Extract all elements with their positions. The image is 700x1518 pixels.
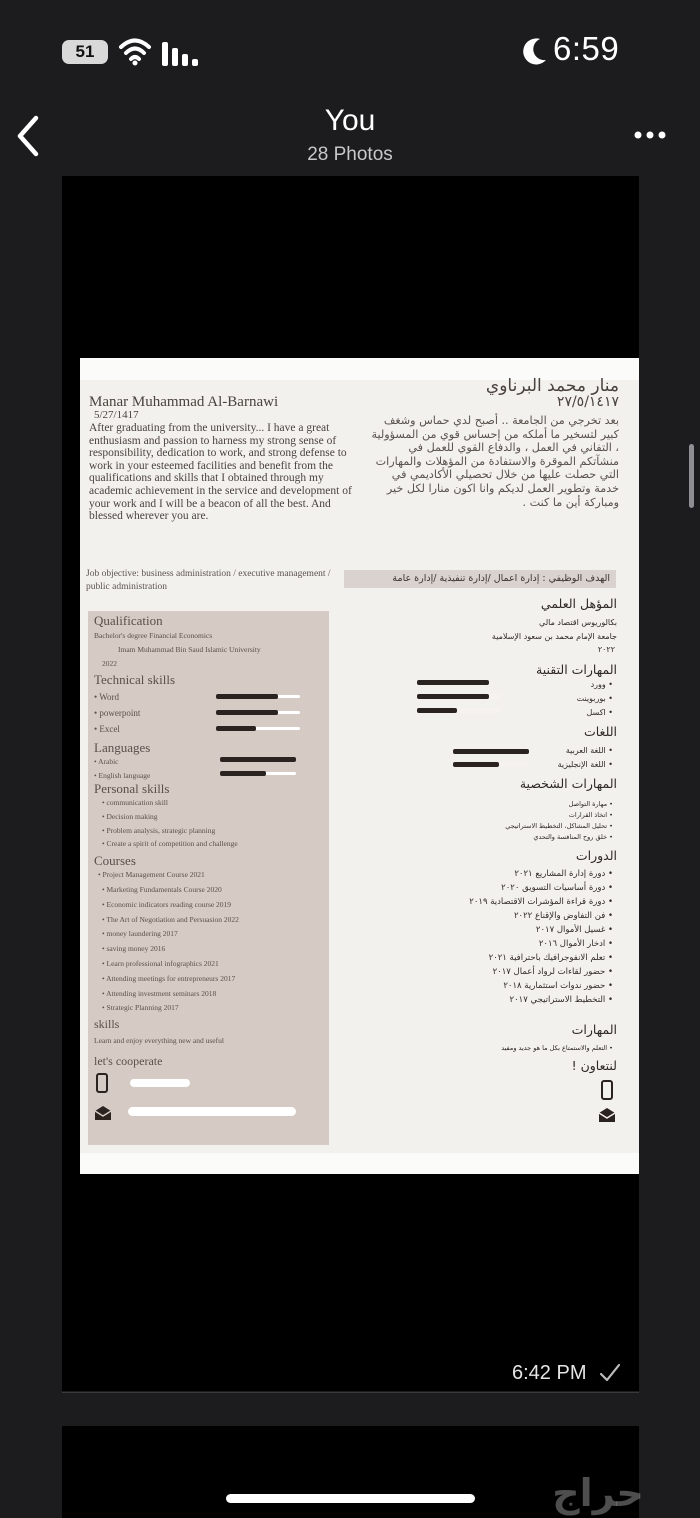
phone-icon bbox=[601, 1080, 613, 1100]
skill-bar-powerpoint bbox=[216, 710, 278, 715]
personal-skill-item-arabic: تحليل المشاكل، التخطيط الاستراتيجي bbox=[505, 822, 608, 830]
language-bar-english bbox=[220, 771, 266, 776]
job-objective-english: Job objective: business administration / executive management / public administration bbox=[86, 569, 331, 592]
personal-skill-item-arabic: اتخاذ القرارات bbox=[568, 811, 608, 819]
image-bottom-strip bbox=[80, 1153, 639, 1174]
course-item-arabic: حضور لقاءات لرواد أعمال ٢٠١٧ bbox=[492, 967, 606, 977]
language-item: Arabic bbox=[98, 757, 119, 766]
home-indicator[interactable] bbox=[226, 1494, 475, 1503]
skill-bar-excel bbox=[216, 726, 256, 731]
course-item-arabic: فن التفاوض والإقناع ٢٠٢٢ bbox=[513, 911, 606, 921]
personal-skill-item: communication skill bbox=[106, 798, 168, 807]
course-item: money laundering 2017 bbox=[106, 929, 178, 938]
course-item-arabic: ادخار الأموال ٢٠١٦ bbox=[538, 939, 606, 949]
resume-name-english: Manar Muhammad Al-Barnawi bbox=[89, 394, 279, 410]
resume-image[interactable]: Manar Muhammad Al-Barnawi 5/27/1417 After graduating from the university... I have a great enthusiasm and passion to harness my strong sense of responsibility, dedication to work, and strong defense to work in your esteemed facilities and benefit from the qualifications and skills that I obtained through my academic achievement in the service and development of your work and I will be a beacon of all the best. And blessed wherever you are. منار محمد البرناوي ٢٧/٥/١٤١٧ بعد تخرجي من الجامعة .. أصبح لدي حماس وشغف كبير لتسخير ما أملكه من إحساس قوي من المسؤولية ، التفاني في العمل ، والدفاع القوي للعمل في منشآتكم الموقرة والاستفادة من المؤهلات والمهارات التي حصلت عليها من خلال تحصيلي الأكاديمي في خدمة وتطوير العمل لديكم وانا اكون منارا لكل خير ومباركة أين ما كنت . Job objective: business administration / executive management / public administration الهدف الوظيفي : إدارة اعمال /إدارة تنفيذية /إدارة عامة Qualification Bachelor's degree Financial Economics Imam Muhammad Bin Saud Islamic University 2022 Technical skills • Word • powerpoint • Excel Languages • Arabic • English language Personal skills • communication skill • Decision making • Problem analysis, strategic planning • Create a spirit of competition and challenge Courses • Project Management Course 2021 • Marketing Fundamentals Course 2020 • Economic indicators reading course 2019 • The Art of Negotiation and Persuasion 2022 • money laundering 2017 • saving money 2016 • Learn professional infographics 2021 • Attending meetings for entrepreneurs 2017 • Attending investment seminars 2018 • Strategic Planning 2017 skills Learn and enjoy everything new and useful let's cooperate المؤهل العلمي بكالوريوس اقتصاد مالي جامعة الإمام محمد بن سعود الإسلامية ٢٠٢٢ المهارات التقنية • وورد • بوربوينت • اكسل اللغات • اللغة العربية • اللغة الإنجليزية المهارات الشخصية • مهارة التواصل • اتخاذ القرارات • تحليل المشاكل، التخطيط الاستراتيجي • خلق روح المنافسة والتحدي الدورات • دورة إدارة المشاريع ٢٠٢١ • دورة أساسيات التسويق ٢٠٢٠ • دورة قراءة المؤشرات الاقتصادية ٢٠١٩ • فن التفاوض والإقناع ٢٠٢٢ • غسيل الأموال ٢٠١٧ • ادخار الأموال ٢٠١٦ • تعلم الانفوجرافيك باحترافية ٢٠٢١ • حضور لقاءات لرواد أعمال ٢٠١٧ • حضور ندوات استثمارية ٢٠١٨ • التخطيط الاستراتيجي ٢٠١٧ المهارات • التعلم والاستمتاع بكل ما هو جديد ومفيد لنتعاون ! bbox=[80, 358, 639, 1174]
mail-icon bbox=[598, 1107, 616, 1123]
course-item: Economic indicators reading course 2019 bbox=[106, 900, 232, 909]
status-time: 6:59 bbox=[553, 30, 620, 67]
course-item: Attending meetings for entrepreneurs 2017 bbox=[106, 974, 236, 983]
language-bar-arabic-ar bbox=[453, 749, 529, 754]
job-objective-arabic: الهدف الوظيفي : إدارة اعمال /إدارة تنفيذية /إدارة عامة bbox=[344, 570, 616, 588]
personal-skills-heading: Personal skills bbox=[94, 781, 170, 796]
resume-summary-arabic: بعد تخرجي من الجامعة .. أصبح لدي حماس وشغف كبير لتسخير ما أملكه من إحساس قوي من المسؤولية ، التفاني في العمل ، والدفاع القوي للعمل في منشآتكم الموقرة والاستفادة من المؤهلات والمهارات التي حصلت عليها من خلال تحصيلي الأكاديمي في خدمة وتطوير العمل لديكم وانا اكون منارا لكل خير ومباركة أين ما كنت . bbox=[371, 414, 619, 509]
skill-bar-word bbox=[216, 694, 278, 699]
redacted-email bbox=[128, 1107, 296, 1116]
language-item-arabic: اللغة الإنجليزية bbox=[557, 760, 606, 769]
personal-skill-item-arabic: مهارة التواصل bbox=[568, 800, 608, 808]
resume-date-arabic: ٢٧/٥/١٤١٧ bbox=[556, 394, 619, 410]
skill-bar-excel-arabic bbox=[417, 708, 457, 713]
photo-count: 28 Photos bbox=[307, 144, 393, 165]
course-item: Marketing Fundamentals Course 2020 bbox=[106, 885, 222, 894]
personal-skills-heading-arabic: المهارات الشخصية bbox=[519, 776, 617, 791]
mail-icon bbox=[94, 1105, 112, 1121]
courses-heading-arabic: الدورات bbox=[575, 848, 617, 863]
technical-skills-heading-arabic: المهارات التقنية bbox=[536, 662, 617, 677]
redacted-phone bbox=[130, 1079, 190, 1087]
qualification-line: Bachelor's degree Financial Economics bbox=[94, 631, 213, 640]
technical-skills-heading: Technical skills bbox=[94, 672, 176, 687]
svg-text:حراج: حراج bbox=[552, 1471, 644, 1515]
language-item: English language bbox=[98, 771, 151, 780]
skill-bar-word-arabic bbox=[417, 680, 489, 685]
message-timestamp: 6:42 PM bbox=[512, 1362, 587, 1384]
skills-text-arabic: التعلم والاستمتاع بكل ما هو جديد ومفيد bbox=[501, 1044, 608, 1052]
technical-skill-item: • Word bbox=[94, 692, 120, 702]
status-bar bbox=[0, 0, 700, 100]
cellular-signal-icon bbox=[162, 40, 200, 66]
skills-text: Learn and enjoy everything new and useful bbox=[94, 1036, 224, 1045]
course-item-arabic: دورة إدارة المشاريع ٢٠٢١ bbox=[514, 869, 606, 879]
technical-skill-item: • Excel bbox=[94, 724, 120, 734]
more-options-icon[interactable] bbox=[634, 130, 666, 140]
skill-bar-powerpoint-arabic bbox=[417, 694, 489, 699]
read-checkmark-icon bbox=[598, 1362, 622, 1384]
courses-heading: Courses bbox=[94, 853, 136, 868]
language-bar-arabic bbox=[220, 757, 296, 762]
qualification-line-arabic: جامعة الإمام محمد بن سعود الإسلامية bbox=[491, 632, 617, 641]
chat-title: You bbox=[324, 104, 376, 137]
phone-icon bbox=[96, 1073, 108, 1093]
personal-skill-item: Problem analysis, strategic planning bbox=[106, 826, 216, 835]
technical-skill-item-arabic: بوربوينت bbox=[576, 694, 606, 703]
course-item: The Art of Negotiation and Persuasion 2022 bbox=[106, 915, 239, 924]
technical-skill-item: • powerpoint bbox=[94, 708, 141, 718]
personal-skill-item: Create a spirit of competition and challenge bbox=[106, 839, 238, 848]
course-item-arabic: حضور ندوات استثمارية ٢٠١٨ bbox=[503, 981, 606, 991]
english-sidebar-panel: Qualification Bachelor's degree Financial Economics Imam Muhammad Bin Saud Islamic University 2022 Technical skills • Word • powerpoint • Excel Languages • Arabic • English language Personal skills • communication skill • Decision making • Problem analysis, strategic planning • Create a spirit of competition and challenge Courses • Project Management Course 2021 • Marketing Fundamentals Course 2020 • Economic indicators reading course 2019 • The Art of Negotiation and Persuasion 2022 • money laundering 2017 • saving money 2016 • Learn professional infographics 2021 • Attending meetings for entrepreneurs 2017 • Attending investment seminars 2018 • Strategic Planning 2017 skills Learn and enjoy everything new and useful let's cooperate bbox=[88, 611, 329, 1145]
resume-name-arabic: منار محمد البرناوي bbox=[485, 376, 619, 396]
battery-indicator: 51 bbox=[62, 40, 108, 64]
wifi-icon bbox=[118, 36, 152, 66]
qualification-heading: Qualification bbox=[94, 613, 163, 628]
language-item-arabic: اللغة العربية bbox=[565, 746, 606, 755]
languages-heading-arabic: اللغات bbox=[583, 724, 617, 739]
skills-heading-arabic: المهارات bbox=[571, 1022, 617, 1037]
language-bar-english-ar bbox=[453, 762, 499, 767]
course-item: Strategic Planning 2017 bbox=[106, 1003, 179, 1012]
skills-heading: skills bbox=[94, 1017, 120, 1031]
technical-skill-item-arabic: اكسل bbox=[586, 708, 606, 717]
cooperate-heading: let's cooperate bbox=[94, 1054, 163, 1068]
qualification-line: Imam Muhammad Bin Saud Islamic University bbox=[118, 645, 261, 654]
technical-skill-item-arabic: وورد bbox=[590, 680, 606, 689]
haraj-watermark-logo bbox=[500, 1470, 696, 1516]
course-item-arabic: غسيل الأموال ٢٠١٧ bbox=[535, 925, 606, 935]
scrollbar[interactable] bbox=[689, 444, 694, 508]
personal-skill-item-arabic: خلق روح المنافسة والتحدي bbox=[533, 833, 608, 841]
qualification-line-arabic: بكالوريوس اقتصاد مالي bbox=[539, 618, 617, 627]
message-divider bbox=[62, 1392, 639, 1393]
course-item: Project Management Course 2021 bbox=[102, 870, 205, 879]
qualification-line: 2022 bbox=[102, 659, 117, 668]
back-chevron-icon[interactable] bbox=[14, 112, 44, 160]
course-item-arabic: دورة قراءة المؤشرات الاقتصادية ٢٠١٩ bbox=[469, 897, 606, 907]
course-item: Attending investment seminars 2018 bbox=[106, 989, 217, 998]
course-item-arabic: التخطيط الاستراتيجي ٢٠١٧ bbox=[509, 995, 606, 1005]
course-item-arabic: دورة أساسيات التسويق ٢٠٢٠ bbox=[501, 883, 606, 893]
resume-date-english: 5/27/1417 bbox=[94, 409, 139, 421]
course-item-arabic: تعلم الانفوجرافيك باحترافية ٢٠٢١ bbox=[488, 953, 606, 963]
course-item: saving money 2016 bbox=[106, 944, 166, 953]
qualification-line-arabic: ٢٠٢٢ bbox=[597, 645, 615, 654]
do-not-disturb-moon-icon bbox=[522, 36, 548, 66]
personal-skill-item: Decision making bbox=[106, 812, 158, 821]
resume-summary-english: After graduating from the university... I have a great enthusiasm and passion to harness my strong sense of responsibility, dedication to work, and strong defense to work in your esteemed facilities and benefit from the qualifications and skills that I obtained through my academic achievement in the service and development of your work and I will be a beacon of all the best. And blessed wherever you are. bbox=[89, 422, 352, 523]
cooperate-heading-arabic: لنتعاون ! bbox=[571, 1058, 617, 1073]
qualification-heading-arabic: المؤهل العلمي bbox=[540, 596, 617, 611]
languages-heading: Languages bbox=[94, 740, 151, 755]
course-item: Learn professional infographics 2021 bbox=[106, 959, 219, 968]
